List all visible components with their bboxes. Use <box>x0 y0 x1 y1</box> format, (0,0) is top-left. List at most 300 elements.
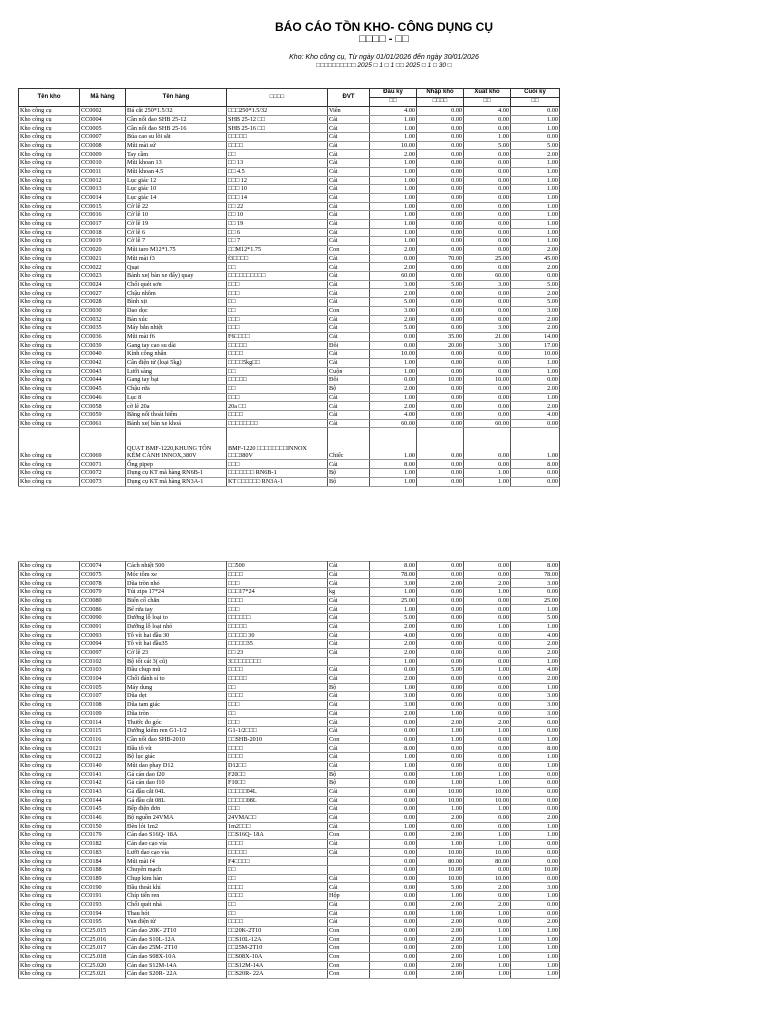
cell-issue: 1.00 <box>464 926 511 935</box>
cell-opening: 1.00 <box>370 159 417 168</box>
cell-name-alt: 24VMA□□ <box>227 813 328 822</box>
table-row <box>19 857 560 866</box>
cell-name: Cần nối đao SHB 25-16 <box>126 124 227 133</box>
cell-receipt: 10.00 <box>417 874 464 883</box>
cell-receipt: 0.00 <box>417 133 464 142</box>
table-row <box>19 332 560 341</box>
cell-warehouse: Kho công cụ <box>19 709 80 718</box>
cell-unit: Đôi <box>328 376 370 385</box>
cell-opening: 0.00 <box>370 970 417 979</box>
cell-receipt: 2.00 <box>417 831 464 840</box>
cell-unit: Cái <box>328 883 370 892</box>
cell-issue: 10.00 <box>464 787 511 796</box>
cell-opening: 0.00 <box>370 918 417 927</box>
cell-warehouse: Kho công cụ <box>19 228 80 237</box>
cell-code: CC0191 <box>80 892 126 901</box>
cell-closing: 78.00 <box>511 570 560 579</box>
cell-code: CC0102 <box>80 657 126 666</box>
cell-name-alt: 3□□□□□□□□ <box>227 657 328 666</box>
cell-warehouse: Kho công cụ <box>19 640 80 649</box>
cell-closing: 1.00 <box>511 657 560 666</box>
cell-unit: Cái <box>328 280 370 289</box>
cell-issue: 0.00 <box>464 124 511 133</box>
cell-name-alt: □□□□ <box>227 570 328 579</box>
cell-unit: Cái <box>328 813 370 822</box>
cell-receipt: 2.00 <box>417 718 464 727</box>
table-row <box>19 562 560 571</box>
cell-issue: 0.00 <box>464 350 511 359</box>
cell-code: CC0141 <box>80 770 126 779</box>
cell-name-alt: □□□□ <box>227 411 328 420</box>
cell-closing: 1.00 <box>511 970 560 979</box>
cell-closing: 2.00 <box>511 640 560 649</box>
cell-issue: 10.00 <box>464 376 511 385</box>
cell-issue: 0.00 <box>464 562 511 571</box>
table-row <box>19 640 560 649</box>
cell-name-alt: □□□□ <box>227 596 328 605</box>
cell-issue: 0.00 <box>464 289 511 298</box>
cell-warehouse: Kho công cụ <box>19 874 80 883</box>
cell-opening: 2.00 <box>370 709 417 718</box>
cell-receipt: 35.00 <box>417 332 464 341</box>
cell-receipt: 0.00 <box>417 683 464 692</box>
table-row <box>19 892 560 901</box>
cell-unit: Cái <box>328 753 370 762</box>
cell-code: CC0019 <box>80 237 126 246</box>
cell-name-alt: □□SHB-2010 <box>227 735 328 744</box>
cell-code: CC25.018 <box>80 952 126 961</box>
cell-code: CC0122 <box>80 753 126 762</box>
cell-opening: 2.00 <box>370 648 417 657</box>
cell-closing: 1.00 <box>511 831 560 840</box>
cell-name: Dũa tròn <box>126 709 227 718</box>
cell-receipt: 1.00 <box>417 709 464 718</box>
cell-receipt: 0.00 <box>417 605 464 614</box>
cell-receipt: 0.00 <box>417 761 464 770</box>
cell-opening: 3.00 <box>370 701 417 710</box>
cell-code: CC0086 <box>80 605 126 614</box>
cell-warehouse: Kho công cụ <box>19 892 80 901</box>
cell-receipt: 0.00 <box>417 176 464 185</box>
cell-name-alt: □□□□□□ <box>227 614 328 623</box>
cell-unit: Cái <box>328 701 370 710</box>
cell-name: Túi zips 17*24 <box>126 588 227 597</box>
cell-name: Băng nối thoát hiểm <box>126 411 227 420</box>
cell-unit: Cái <box>328 874 370 883</box>
cell-receipt: 0.00 <box>417 324 464 333</box>
cell-issue: 0.00 <box>464 640 511 649</box>
col-header-issue: Xuất kho <box>464 89 511 98</box>
cell-closing: 0.00 <box>511 272 560 281</box>
cell-unit: Cái <box>328 666 370 675</box>
cell-unit: Cái <box>328 237 370 246</box>
cell-receipt: 2.00 <box>417 900 464 909</box>
cell-receipt: 0.00 <box>417 614 464 623</box>
cell-warehouse: Kho công cụ <box>19 631 80 640</box>
table-row <box>19 735 560 744</box>
cell-unit: Cái <box>328 614 370 623</box>
cell-receipt: 2.00 <box>417 952 464 961</box>
cell-name-alt: □□□□□04L <box>227 787 328 796</box>
cell-code: CC25.020 <box>80 961 126 970</box>
cell-code: CC0042 <box>80 358 126 367</box>
cell-warehouse: Kho công cụ <box>19 727 80 736</box>
cell-unit: Cái <box>328 900 370 909</box>
cell-warehouse: Kho công cụ <box>19 306 80 315</box>
cell-issue: 2.00 <box>464 579 511 588</box>
cell-name: Chụp kim hàn <box>126 874 227 883</box>
table-row <box>19 588 560 597</box>
cell-receipt: 1.00 <box>417 779 464 788</box>
cell-closing: 0.00 <box>511 477 560 486</box>
table-row <box>19 159 560 168</box>
cell-unit: Cái <box>328 289 370 298</box>
cell-code: CC0046 <box>80 393 126 402</box>
cell-unit: Cái <box>328 176 370 185</box>
cell-opening: 1.00 <box>370 469 417 478</box>
cell-warehouse: Kho công cụ <box>19 596 80 605</box>
cell-receipt: 10.00 <box>417 866 464 875</box>
cell-warehouse: Kho công cụ <box>19 428 80 460</box>
cell-name: Chổi đánh sỉ to <box>126 674 227 683</box>
cell-receipt: 0.00 <box>417 202 464 211</box>
cell-code: CC25.017 <box>80 944 126 953</box>
cell-issue: 0.00 <box>464 211 511 220</box>
cell-code: CC0103 <box>80 666 126 675</box>
cell-name-alt: □□ 7 <box>227 237 328 246</box>
cell-unit: Cái <box>328 718 370 727</box>
cell-name-alt: f3□□□□ <box>227 254 328 263</box>
cell-issue: 3.00 <box>464 280 511 289</box>
cell-code: CC25.016 <box>80 935 126 944</box>
cell-warehouse: Kho công cụ <box>19 831 80 840</box>
col-header-opening-alt: □□ <box>370 98 417 107</box>
cell-opening: 0.00 <box>370 341 417 350</box>
cell-name-alt: □□ 19 <box>227 219 328 228</box>
cell-code: CC0075 <box>80 570 126 579</box>
cell-opening: 2.00 <box>370 622 417 631</box>
table-row <box>19 692 560 701</box>
cell-receipt: 0.00 <box>417 289 464 298</box>
cell-closing: 4.00 <box>511 666 560 675</box>
cell-opening: 0.00 <box>370 735 417 744</box>
cell-closing: 1.00 <box>511 202 560 211</box>
cell-name: Bộ lục giác <box>126 753 227 762</box>
cell-name-alt: □□S16Q- 18A <box>227 831 328 840</box>
table-row <box>19 167 560 176</box>
cell-unit: Cái <box>328 622 370 631</box>
cell-name-alt: KT □□□□□□ RN3A-1 <box>227 477 328 486</box>
cell-name-alt: □□□□ <box>227 692 328 701</box>
cell-opening: 0.00 <box>370 727 417 736</box>
cell-name-alt: □□□□□□□□ <box>227 419 328 428</box>
cell-opening: 1.00 <box>370 477 417 486</box>
cell-name: Cờ lê 6 <box>126 228 227 237</box>
cell-closing: 0.00 <box>511 133 560 142</box>
cell-name: Bếp điện đơn <box>126 805 227 814</box>
cell-code: CC0022 <box>80 263 126 272</box>
cell-code: CC0093 <box>80 631 126 640</box>
cell-warehouse: Kho công cụ <box>19 840 80 849</box>
cell-code: CC0194 <box>80 909 126 918</box>
cell-code: CC25.015 <box>80 926 126 935</box>
cell-opening: 2.00 <box>370 289 417 298</box>
cell-closing: 1.00 <box>511 167 560 176</box>
cell-closing: 0.00 <box>511 900 560 909</box>
cell-closing: 3.00 <box>511 692 560 701</box>
table-row <box>19 141 560 150</box>
cell-name-alt: □□ 13 <box>227 159 328 168</box>
cell-opening: 1.00 <box>370 133 417 142</box>
cell-name-alt: F6□□□□ <box>227 332 328 341</box>
cell-warehouse: Kho công cụ <box>19 753 80 762</box>
cell-code: CC0195 <box>80 918 126 927</box>
cell-receipt: 10.00 <box>417 787 464 796</box>
cell-code: CC0143 <box>80 787 126 796</box>
table-row <box>19 298 560 307</box>
table-row <box>19 848 560 857</box>
cell-name-alt: □□□□ <box>227 918 328 927</box>
cell-name-alt: □□25M-2T10 <box>227 944 328 953</box>
cell-code: CC0017 <box>80 219 126 228</box>
table-row <box>19 614 560 623</box>
cell-issue: 0.00 <box>464 753 511 762</box>
table-row <box>19 289 560 298</box>
cell-closing: 1.00 <box>511 367 560 376</box>
cell-code: CC0020 <box>80 246 126 255</box>
cell-receipt: 0.00 <box>417 822 464 831</box>
cell-name: Mũi mài sứ <box>126 141 227 150</box>
cell-receipt: 0.00 <box>417 419 464 428</box>
cell-issue: 0.00 <box>464 385 511 394</box>
cell-issue: 0.00 <box>464 813 511 822</box>
cell-unit: Cái <box>328 141 370 150</box>
cell-name: Gang tay cao su dài <box>126 341 227 350</box>
cell-name-alt: □□ <box>227 367 328 376</box>
cell-name-alt: □□□□ <box>227 141 328 150</box>
cell-opening: 0.00 <box>370 796 417 805</box>
cell-opening: 8.00 <box>370 460 417 469</box>
cell-issue: 1.00 <box>464 831 511 840</box>
cell-issue: 0.00 <box>464 219 511 228</box>
cell-receipt: 0.00 <box>417 648 464 657</box>
cell-code: CC0073 <box>80 477 126 486</box>
cell-name: Máy dung <box>126 683 227 692</box>
cell-name-alt: □□ 23 <box>227 648 328 657</box>
cell-receipt: 0.00 <box>417 469 464 478</box>
cell-warehouse: Kho công cụ <box>19 918 80 927</box>
cell-name-alt: □□□17*24 <box>227 588 328 597</box>
cell-warehouse: Kho công cụ <box>19 588 80 597</box>
cell-code: CC0144 <box>80 796 126 805</box>
table-row <box>19 367 560 376</box>
cell-unit: Cái <box>328 909 370 918</box>
cell-receipt: 2.00 <box>417 944 464 953</box>
cell-closing: 1.00 <box>511 176 560 185</box>
cell-warehouse: Kho công cụ <box>19 935 80 944</box>
table-row <box>19 469 560 478</box>
cell-code: CC0058 <box>80 402 126 411</box>
cell-warehouse: Kho công cụ <box>19 185 80 194</box>
cell-opening: 1.00 <box>370 176 417 185</box>
cell-code: CC0140 <box>80 761 126 770</box>
cell-name-alt: F10□□ <box>227 779 328 788</box>
report-title: BÁO CÁO TỒN KHO- CÔNG DỤNG CỤ <box>275 20 493 34</box>
cell-warehouse: Kho công cụ <box>19 961 80 970</box>
cell-receipt: 1.00 <box>417 840 464 849</box>
cell-name-alt: □□□ <box>227 324 328 333</box>
table-row <box>19 866 560 875</box>
cell-issue: 0.00 <box>464 402 511 411</box>
cell-unit: Cái <box>328 332 370 341</box>
cell-name-alt: □□□□□ <box>227 622 328 631</box>
cell-closing: 0.00 <box>511 796 560 805</box>
cell-issue: 3.00 <box>464 341 511 350</box>
cell-opening: 0.00 <box>370 254 417 263</box>
cell-opening: 1.00 <box>370 657 417 666</box>
cell-issue: 0.00 <box>464 735 511 744</box>
cell-name-alt: □□ <box>227 298 328 307</box>
cell-unit: Con <box>328 944 370 953</box>
cell-name: Cờ lê 23 <box>126 648 227 657</box>
cell-receipt: 0.00 <box>417 272 464 281</box>
cell-name-alt: □□ <box>227 385 328 394</box>
cell-name-alt: G1-1/2□□□ <box>227 727 328 736</box>
cell-unit: Cái <box>328 411 370 420</box>
cell-closing: 14.00 <box>511 332 560 341</box>
cell-code: CC0032 <box>80 315 126 324</box>
cell-unit: Cái <box>328 124 370 133</box>
cell-issue: 0.00 <box>464 202 511 211</box>
cell-code: CC0011 <box>80 167 126 176</box>
cell-warehouse: Kho công cụ <box>19 341 80 350</box>
cell-name-alt: □□□□□ 30 <box>227 631 328 640</box>
cell-name: cờ lê 20a <box>126 402 227 411</box>
table-row <box>19 428 560 460</box>
cell-opening: 10.00 <box>370 141 417 150</box>
cell-warehouse: Kho công cụ <box>19 562 80 571</box>
report-title-alt: □□□□ - □□ <box>359 33 409 45</box>
cell-opening: 0.00 <box>370 883 417 892</box>
cell-unit: Chiếc <box>328 428 370 460</box>
cell-name: Mũi taro M12*1.75 <box>126 246 227 255</box>
table-row <box>19 324 560 333</box>
cell-name-alt: □□ <box>227 683 328 692</box>
cell-opening: 0.00 <box>370 770 417 779</box>
cell-issue: 0.00 <box>464 228 511 237</box>
cell-opening: 0.00 <box>370 848 417 857</box>
col-header-name: Tên hàng <box>126 89 227 107</box>
cell-warehouse: Kho công cụ <box>19 779 80 788</box>
cell-issue: 0.00 <box>464 150 511 159</box>
cell-opening: 3.00 <box>370 280 417 289</box>
cell-name: Mũi mài f3 <box>126 254 227 263</box>
cell-warehouse: Kho công cụ <box>19 787 80 796</box>
cell-warehouse: Kho công cụ <box>19 254 80 263</box>
cell-name: Cờ lê 19 <box>126 219 227 228</box>
cell-closing: 8.00 <box>511 562 560 571</box>
cell-closing: 2.00 <box>511 150 560 159</box>
table-row <box>19 666 560 675</box>
cell-receipt: 0.00 <box>417 115 464 124</box>
cell-closing: 1.00 <box>511 211 560 220</box>
cell-name: Bánh xe( bàn xe đẩy) quay <box>126 272 227 281</box>
cell-receipt: 2.00 <box>417 970 464 979</box>
cell-warehouse: Kho công cụ <box>19 770 80 779</box>
cell-code: CC0121 <box>80 744 126 753</box>
cell-code: CC0105 <box>80 683 126 692</box>
table-row <box>19 358 560 367</box>
report-subtitle: Kho: Kho công cụ, Từ ngày 01/01/2026 đến ngày 30/01/2026 <box>289 54 479 61</box>
cell-name-alt: 20a □□ <box>227 402 328 411</box>
cell-opening: 2.00 <box>370 674 417 683</box>
cell-warehouse: Kho công cụ <box>19 469 80 478</box>
table-row <box>19 202 560 211</box>
col-header-unit: ĐVT <box>328 89 370 107</box>
cell-opening: 4.00 <box>370 107 417 116</box>
col-header-receipt-alt: □□□□ <box>417 98 464 107</box>
cell-code: CC0182 <box>80 840 126 849</box>
cell-receipt: 5.00 <box>417 280 464 289</box>
cell-name-alt: □□S08X-10A <box>227 952 328 961</box>
cell-name: Chậu rửa <box>126 385 227 394</box>
cell-name: Lưới sàng <box>126 367 227 376</box>
table-row <box>19 341 560 350</box>
cell-issue: 0.00 <box>464 358 511 367</box>
table-row <box>19 460 560 469</box>
cell-code: CC0035 <box>80 324 126 333</box>
cell-issue: 1.00 <box>464 666 511 675</box>
cell-warehouse: Kho công cụ <box>19 718 80 727</box>
table-row <box>19 315 560 324</box>
cell-closing: 2.00 <box>511 263 560 272</box>
cell-unit: Cái <box>328 570 370 579</box>
cell-issue: 1.00 <box>464 588 511 597</box>
cell-warehouse: Kho công cụ <box>19 237 80 246</box>
cell-name-alt: SHB 25-12 □□ <box>227 115 328 124</box>
table-row <box>19 219 560 228</box>
cell-issue: 10.00 <box>464 874 511 883</box>
cell-issue: 0.00 <box>464 605 511 614</box>
table-row <box>19 393 560 402</box>
cell-warehouse: Kho công cụ <box>19 124 80 133</box>
cell-opening: 0.00 <box>370 787 417 796</box>
cell-issue: 0.00 <box>464 692 511 701</box>
table-row <box>19 246 560 255</box>
cell-warehouse: Kho công cụ <box>19 579 80 588</box>
cell-name: Cán dao S16Q- 18A <box>126 831 227 840</box>
cell-code: CC0061 <box>80 419 126 428</box>
cell-closing: 1.00 <box>511 115 560 124</box>
cell-name: Móc tôm xe <box>126 570 227 579</box>
cell-unit: Cái <box>328 692 370 701</box>
cell-unit: Cái <box>328 805 370 814</box>
cell-receipt: 0.00 <box>417 211 464 220</box>
cell-receipt: 10.00 <box>417 376 464 385</box>
cell-issue: 1.00 <box>464 840 511 849</box>
cell-name-alt: □□□□ <box>227 744 328 753</box>
cell-issue: 0.00 <box>464 683 511 692</box>
cell-opening: 2.00 <box>370 640 417 649</box>
cell-unit: Cái <box>328 787 370 796</box>
cell-warehouse: Kho công cụ <box>19 477 80 486</box>
cell-code: CC0012 <box>80 176 126 185</box>
cell-opening: 0.00 <box>370 961 417 970</box>
cell-closing: 1.00 <box>511 428 560 460</box>
cell-closing: 2.00 <box>511 813 560 822</box>
cell-closing: 0.00 <box>511 779 560 788</box>
cell-name: Bộ nguồn 24VMA <box>126 813 227 822</box>
